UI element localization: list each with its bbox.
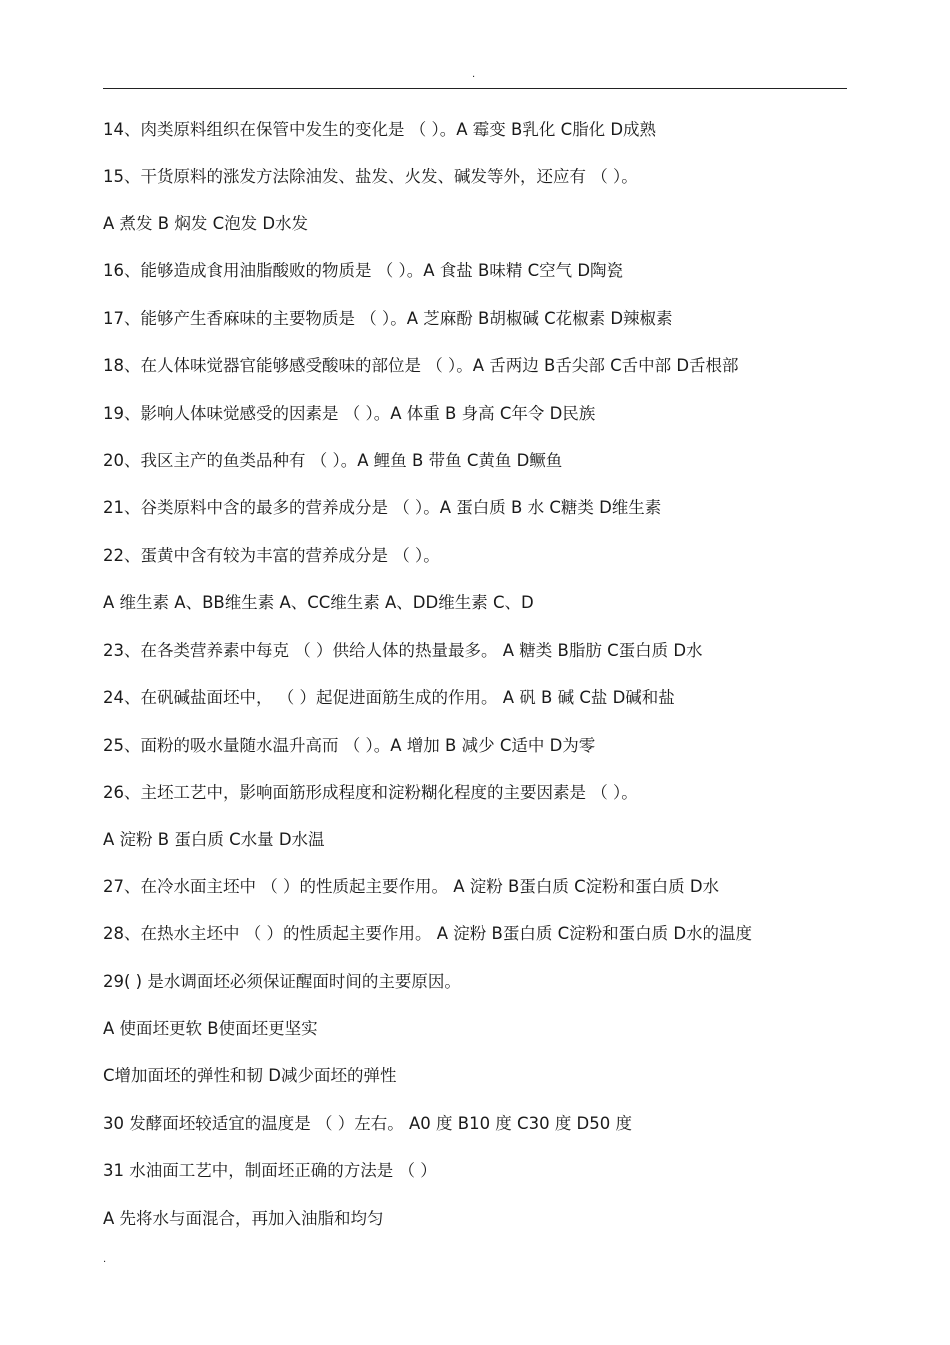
text-line: A 淀粉 B 蛋白质 C水量 D水温 <box>103 830 325 849</box>
text-line: 24、在矾碱盐面坯中， （ ）起促进面筋生成的作用。 A 矾 B 碱 C盐 D碱和盐 <box>103 688 675 707</box>
text-line: 15、干货原料的涨发方法除油发、盐发、火发、碱发等外，还应有 （ ）。 <box>103 167 638 186</box>
text-line: 27、在冷水面主坯中 （ ）的性质起主要作用。 A 淀粉 B蛋白质 C淀粉和蛋白质 D水 <box>103 877 720 896</box>
header-mark: . <box>472 69 476 80</box>
text-line: 21、谷类原料中含的最多的营养成分是 （ ）。A 蛋白质 B 水 C糖类 D维生素 <box>103 498 662 517</box>
text-line: 19、影响人体味觉感受的因素是 （ ）。A 体重 B 身高 C年令 D民族 <box>103 404 596 423</box>
text-line: 25、面粉的吸水量随水温升高而 （ ）。A 增加 B 减少 C适中 D为零 <box>103 736 596 755</box>
text-line: 22、蛋黄中含有较为丰富的营养成分是 （ ）。 <box>103 546 440 565</box>
text-line: 28、在热水主坯中 （ ）的性质起主要作用。 A 淀粉 B蛋白质 C淀粉和蛋白质 D水的温度 <box>103 924 753 943</box>
text-line: 14、肉类原料组织在保管中发生的变化是 （ ）。A 霉变 B乳化 C脂化 D成熟 <box>103 120 657 139</box>
text-line: 30 发酵面坯较适宜的温度是 （ ）左右。 A0 度 B10 度 C30 度 D50 度 <box>103 1114 633 1133</box>
header-rule <box>103 88 847 89</box>
text-line: 26、主坯工艺中，影响面筋形成程度和淀粉糊化程度的主要因素是 （ ）。 <box>103 783 638 802</box>
text-line: 20、我区主产的鱼类品种有 （ ）。A 鲤鱼 B 带鱼 C黄鱼 D鳜鱼 <box>103 451 563 470</box>
footer-mark: . <box>103 1254 107 1265</box>
text-line: A 先将水与面混合，再加入油脂和均匀 <box>103 1209 384 1228</box>
text-line: 17、能够产生香麻味的主要物质是 （ ）。A 芝麻酚 B胡椒碱 C花椒素 D辣椒素 <box>103 309 673 328</box>
text-line: C增加面坯的弹性和韧 D减少面坯的弹性 <box>103 1066 397 1085</box>
text-line: 23、在各类营养素中每克 （ ）供给人体的热量最多。 A 糖类 B脂肪 C蛋白质 D水 <box>103 641 703 660</box>
text-line: A 维生素 A、BB维生素 A、CC维生素 A、DD维生素 C、D <box>103 593 534 612</box>
text-line: 31 水油面工艺中，制面坯正确的方法是 （ ） <box>103 1161 437 1180</box>
text-line: 29( ) 是水调面坯必须保证醒面时间的主要原因。 <box>103 972 461 991</box>
text-line: 16、能够造成食用油脂酸败的物质是 （ ）。A 食盐 B味精 C空气 D陶瓷 <box>103 261 624 280</box>
text-line: 18、在人体味觉器官能够感受酸味的部位是 （ ）。A 舌两边 B舌尖部 C舌中部 D舌根部 <box>103 356 739 375</box>
text-line: A 使面坯更软 B使面坯更坚实 <box>103 1019 318 1038</box>
text-line: A 煮发 B 焖发 C泡发 D水发 <box>103 214 309 233</box>
